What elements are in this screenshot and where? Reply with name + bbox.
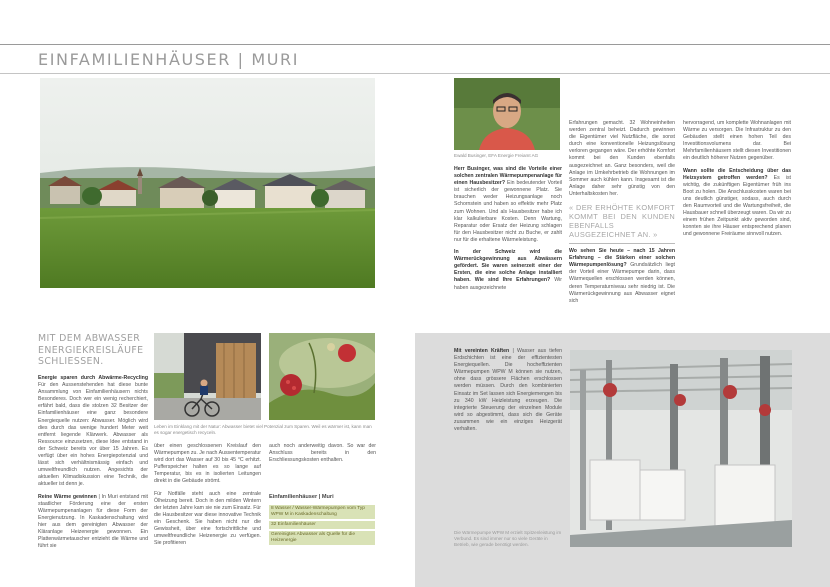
interview-column-3	[683, 120, 791, 244]
section-paragraph: über einen geschlossenen Kreislauf den Wärmepumpen zu. Je nach Aussentemperatur wird dort das Wasser auf 30 bis 45 °C erhitzt. Pufferspeicher halten es so lange auf Temperatur, bis es in isolierten Leitungen direkt in die Gebäude strömt.	[154, 443, 261, 485]
portrait-caption: Ewald Businger, EFA Energie Freiamt AG	[454, 153, 539, 158]
info-box-row: Gereinigtes Abwasser als Quelle für die Heizenergie	[269, 531, 375, 545]
section-column-mid	[154, 443, 261, 552]
section-heading: MIT DEM ABWASSER ENERGIEKREISLÄUFE SCHLIESSEN.	[38, 333, 144, 367]
pull-quote: « DER ERHÖHTE KOMFORT KOMMT BEI DEN KUNDEN EBENFALLS AUSGEZEICHNET AN. »	[569, 203, 675, 240]
interview-paragraph: Erfahrungen gemacht. 32 Wohneinheiten werden zentral beheizt. Dadurch gewinnen die Eigentümer viel Nutzfläche, die sonst durch eine konventionelle Heizungslösung verloren gegangen wäre. Der erhöhte Komfort kommt bei den Kunden ebenfalls ausgezeichnet an. Ganz besonders, weil die Anlage im Umkehrbetrieb die Wohnungen im Sommer auch kühlen kann. Insgesamt ist die Anlage daher sehr günstig von den Unterhaltskosten her.	[569, 120, 675, 197]
machine-caption: Die Wärmepumpe WPW M erzielt Spitzenleistung im Verbund. Es sind immer nur so viele Geräte in Betrieb, wie gerade benötigt werden.	[454, 530, 562, 547]
page-title: EINFAMILIENHÄUSER | MURI	[38, 50, 300, 69]
quote-rule	[569, 243, 675, 244]
raspberry-photo	[269, 333, 375, 420]
top-rule	[0, 44, 830, 45]
section-column-right	[269, 443, 376, 469]
section-paragraph: Für Notfälle steht auch eine zentrale Ölheizung bereit. Doch in den milden Wintern der letzten Jahre kam sie nie zum Einsatz. Für die Hausbesitzer war diese innovative Technik ein Geschenk. Sie haben nicht nur die Gewissheit, über eine fortschrittliche und umweltfreundliche Heizenergie zu verfügen. Sie profitieren	[154, 490, 261, 547]
interview-column-2	[569, 120, 675, 310]
grey-paragraph: Mit vereinten Kräften | Wasser aus tiefen Erdschichten ist eine der effizientesten Energiequellen. Die hocheffizienten Wärmepumpen WPW M können sie nutzen, ohne dass grössere Flächen erschlossen werden müssen. Durch den kombinierten Einsatz im Set lassen sich Energiemengen bis zu 340 kW Heizleistung erzeugen. Die integrierte Steuerung der einzelnen Module wird so abgestimmt, dass sich die Geräte zusammen wie ein einziges Heizgerät verhalten.	[454, 348, 562, 433]
heat-pump-room-photo	[570, 350, 792, 547]
section-column-left	[38, 375, 148, 555]
info-box	[269, 494, 376, 554]
landscape-photo	[40, 78, 375, 288]
interview-column-1	[454, 166, 562, 297]
section-paragraph: Reine Wärme gewinnen | In Muri entstand mit staatlicher Förderung eine der ersten Wärmepumpenanlagen für diese Form der Energienutzung. In Kaskadenschaltung wird hier aus dem gereinigten Abwasser der Kläranlage Heizenergie gewonnen. Ein Plattenwärmetauscher entzieht die Wärme und führt sie	[38, 493, 148, 550]
portrait-photo	[454, 78, 560, 150]
interview-paragraph: Wann sollte die Entscheidung über das Heizsystem getroffen werden? Es ist wichtig, die zukünftigen Eigentümer früh ins Boot zu holen. Die Anschlusskosten waren bei uns deutlich günstiger, sodass, auch durch den Raumvorteil und die Wartungsfreiheit, die Hausbauer schnell überzeugt waren. Da wir zu einem frühen Zeitpunkt aktiv geworden sind, konnten sie ihre Häuser entsprechend planen und gewonnene Freiräume sinnvoll nutzen.	[683, 167, 791, 238]
cyclist-photo	[154, 333, 261, 420]
interview-paragraph: hervorragend, um komplette Wohnanlagen mit Wärme zu versorgen. Die Infrastruktur zu den Gebäuden stellt einen hohen Teil des Investitionsvolumens dar. Bei Mehrfamilienhäusern stellt diesen Investitionen ein deutlich höherer Nutzen gegenüber.	[683, 120, 791, 162]
interview-paragraph: Herr Businger, was sind die Vorteile einer solchen zentralen Wärmepumpenanlage für einen Hausbesitzer? Ein bedeutender Vorteil ist sicherlich der gewonnene Platz. Sie brauchen weder Heizungsanlage noch Schornstein und haben so effektiv mehr Platz zum Wohnen. Und als Hausbesitzer habe ich klar kalkulierbare Kosten. Denn Wartung, Reparatur oder Ersatz der Heizung schlagen für den Hausbesitzer nicht zu Buche, er zahlt nur für die erhaltene Wärmeleistung.	[454, 166, 563, 243]
interview-paragraph: In der Schweiz wird die Wärmerückgewinnung aus Abwässern gefördert. Sie waren seinerzeit einer der Ersten, die eine solche Anlage installiert haben. Wie sind Ihre Erfahrungen? Wir haben ausgezeichnete	[454, 249, 562, 291]
interview-paragraph: Wo sehen Sie heute – nach 15 Jahren Erfahrung – die Stärken einer solchen Wärmepumpenlösung? Grundsätzlich liegt der Vorteil einer Wärmepumpe darin, dass Wärmequellen erschlossen werden können, deren Temperaturniveau sehr niedrig ist. Die Wärmerückgewinnung aus Abwasser eignet sich	[569, 248, 675, 304]
info-box-row: 32 Einfamilienhäuser	[269, 521, 375, 529]
info-box-title: Einfamilienhäuser | Muri	[269, 494, 334, 500]
grey-panel-text	[454, 348, 562, 438]
photo-caption: Leben im Einklang mit der Natur: Abwasser bietet viel Potenzial zum Sparen. Weil es wärmer ist, kann man es sogar energetisch recyceln.	[154, 424, 372, 435]
section-paragraph: auch noch anderweitig davon. So war der Anschluss bereits in den Erschliessungskosten enthalten.	[269, 443, 376, 464]
title-rule	[0, 73, 830, 74]
info-box-row: 8 Wasser / Wasser-Wärmepumpen vom Typ WPW M in Kaskadenschaltung	[269, 505, 375, 519]
section-paragraph: Energie sparen durch Abwärme-Recycling Für den Aussenstehenden hat diese bunte Ansammlung von Einfamilienhäusern nichts Besonderes. Doch wer ein wenig recherchiert, erfährt bald, dass die stolzen 32 Besitzer der Einfamilienhäuser eine ganz besondere Energiequelle nutzen: Abwasser. Möglich wird dies durch das wenige hundert Meter weit entfernt liegende Klärwerk. Abwasser als Ressource einzusetzen, diese Idee entstand in der Schweiz bereits vor über 15 Jahren. Es verfügt über ein hohes Energiepotenzial und lässt sich verhältnismässig einfach und umweltfreundlich nutzen. Angesichts der aktuellen Klimadiskussion eine Technik, die aktueller ist denn je.	[38, 375, 148, 488]
